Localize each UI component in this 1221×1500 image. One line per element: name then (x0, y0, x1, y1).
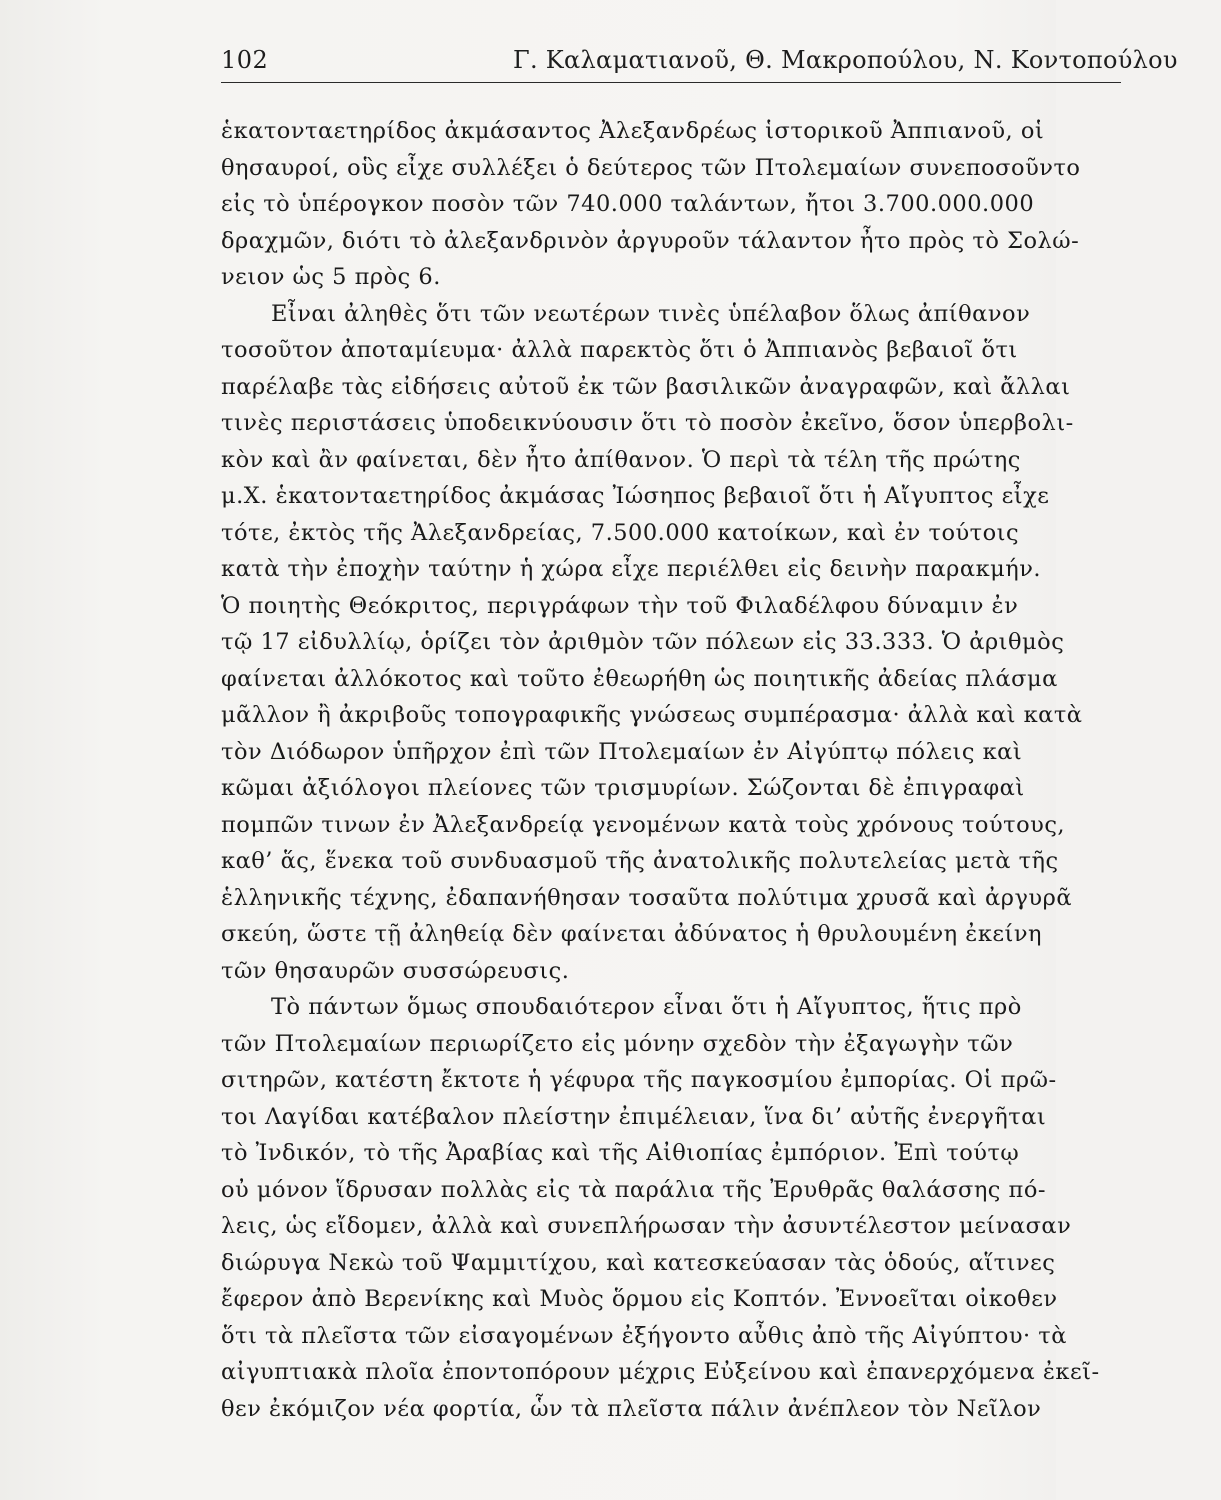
text-line: τινὲς περιστάσεις ὑποδεικνύουσιν ὅτι τὸ ποσὸν ἐκεῖνο, ὅσον ὑπερβολι- (221, 410, 1074, 436)
text-line: μ.Χ. ἑκατονταετηρίδος ἀκμάσας Ἰώσηπος βεβαιοῖ ὅτι ἡ Αἴγυπτος εἶχε (221, 483, 1050, 509)
paragraph-start-line: Τὸ πάντων ὅμως σπουδαιότερον εἶναι ὅτι ἡ Αἴγυπτος, ἥτις πρὸ (271, 994, 1022, 1020)
text-line: αἰγυπτιακὰ πλοῖα ἐποντοπόρουν μέχρις Εὐξείνου καὶ ἐπανερχόμενα ἐκεῖ- (221, 1359, 1100, 1385)
text-line: τὸν Διόδωρον ὑπῆρχον ἐπὶ τῶν Πτολεμαίων ἐν Αἰγύπτῳ πόλεις καὶ (221, 738, 1023, 765)
text-line: τῶν Πτολεμαίων περιωρίζετο εἰς μόνην σχεδὸν τὴν ἐξαγωγὴν τῶν (221, 1030, 1014, 1057)
text-line: δραχμῶν, διότι τὸ ἀλεξανδρινὸν ἀργυροῦν τάλαντον ἦτο πρὸς τὸ Σολώ- (221, 227, 1080, 254)
text-line: Ὁ ποιητὴς Θεόκριτος, περιγράφων τὴν τοῦ Φιλαδέλφου δύναμιν ἐν (221, 592, 1019, 619)
text-line: διώρυγα Νεκὼ τοῦ Ψαμμιτίχου, καὶ κατεσκεύασαν τὰς ὁδούς, αἵτινες (221, 1249, 1056, 1276)
running-head-authors: Γ. Καλαματιανοῦ, Θ. Μακροπούλου, Ν. Κοντοπούλου (513, 46, 1178, 74)
paragraph-start-line: Εἶναι ἀληθὲς ὅτι τῶν νεωτέρων τινὲς ὑπέλαβον ὅλως ἀπίθανον (271, 300, 1031, 327)
text-line: τῷ 17 εἰδυλλίῳ, ὁρίζει τὸν ἀριθμὸν τῶν πόλεων εἰς 33.333. Ὁ ἀριθμὸς (221, 629, 1065, 655)
text-line: καθ’ ἅς, ἕνεκα τοῦ συνδυασμοῦ τῆς ἀνατολικῆς πολυτελείας μετὰ τῆς (221, 848, 1059, 874)
text-line: μᾶλλον ἢ ἀκριβοῦς τοπογραφικῆς γνώσεως συμπέρασμα· ἀλλὰ καὶ κατὰ (221, 702, 1083, 728)
text-line: κὸν καὶ ἂν φαίνεται, δὲν ἦτο ἀπίθανον. Ὁ περὶ τὰ τέλη τῆς πρώτης (221, 446, 1021, 473)
text-line: ὅτι τὰ πλεῖστα τῶν εἰσαγομένων ἐξήγοντο αὖθις ἀπὸ τῆς Αἰγύπτου· τὰ (221, 1322, 1067, 1349)
text-line: σκεύη, ὥστε τῇ ἀληθείᾳ δὲν φαίνεται ἀδύνατος ἡ θρυλουμένη ἐκείνη (221, 921, 1043, 947)
text-line: φαίνεται ἀλλόκοτος καὶ τοῦτο ἐθεωρήθη ὡς ποιητικῆς ἀδείας πλάσμα (221, 665, 1058, 692)
body-text (221, 113, 1121, 1427)
text-line: οὐ μόνον ἵδρυσαν πολλὰς εἰς τὰ παράλια τῆς Ἐρυθρᾶς θαλάσσης πό- (221, 1176, 1046, 1203)
text-line: τότε, ἐκτὸς τῆς Ἀλεξανδρείας, 7.500.000 κατοίκων, καὶ ἐν τούτοις (221, 519, 1020, 546)
text-line: κατὰ τὴν ἐποχὴν ταύτην ἡ χώρα εἶχε περιέλθει εἰς δεινὴν παρακμήν. (221, 556, 1042, 582)
text-line: εἰς τὸ ὑπέρογκον ποσὸν τῶν 740.000 ταλάντων, ἤτοι 3.700.000.000 (221, 191, 1035, 217)
text-line: κῶμαι ἀξιόλογοι πλείονες τῶν τρισμυρίων. Σώζονται δὲ ἐπιγραφαὶ (221, 775, 1025, 801)
text-line: θεν ἐκόμιζον νέα φορτία, ὧν τὰ πλεῖστα πάλιν ἀνέπλεον τὸν Νεῖλον (221, 1395, 1042, 1422)
text-line: σιτηρῶν, κατέστη ἔκτοτε ἡ γέφυρα τῆς παγκοσμίου ἐμπορίας. Οἱ πρῶ- (221, 1067, 1057, 1093)
text-line: ἔφερον ἀπὸ Βερενίκης καὶ Μυὸς ὅρμου εἰς Κοπτόν. Ἐννοεῖται οἰκοθεν (221, 1286, 1058, 1312)
text-line: τοι Λαγίδαι κατέβαλον πλείστην ἐπιμέλειαν, ἵνα δι’ αὐτῆς ἐνεργῆται (221, 1103, 1047, 1130)
text-line: ἑλληνικῆς τέχνης, ἐδαπανήθησαν τοσαῦτα πολύτιμα χρυσᾶ καὶ ἀργυρᾶ (221, 884, 1073, 911)
text-line: πομπῶν τινων ἐν Ἀλεξανδρείᾳ γενομένων κατὰ τοὺς χρόνους τούτους, (221, 811, 1066, 838)
text-line: τὸ Ἰνδικόν, τὸ τῆς Ἀραβίας καὶ τῆς Αἰθιοπίας ἐμπόριον. Ἐπὶ τούτῳ (221, 1140, 1020, 1166)
text-line: τῶν θησαυρῶν συσσώρευσις. (221, 957, 570, 984)
text-line: τοσοῦτον ἀποταμίευμα· ἀλλὰ παρεκτὸς ὅτι ὁ Ἀππιανὸς βεβαιοῖ ὅτι (221, 337, 1018, 363)
page-number: 102 (221, 46, 269, 74)
text-line: ἑκατονταετηρίδος ἀκμάσαντος Ἀλεξανδρέως ἱστορικοῦ Ἀππιανοῦ, οἱ (221, 118, 1045, 144)
running-head (221, 40, 1221, 80)
text-line: νειον ὡς 5 πρὸς 6. (221, 264, 441, 290)
text-line: λεις, ὡς εἴδομεν, ἀλλὰ καὶ συνεπλήρωσαν τὴν ἀσυντέλεστον μείνασαν (221, 1213, 1072, 1239)
text-line: θησαυροί, οὓς εἶχε συλλέξει ὁ δεύτερος τῶν Πτολεμαίων συνεποσοῦντο (221, 154, 1081, 181)
text-line: παρέλαβε τὰς εἰδήσεις αὐτοῦ ἐκ τῶν βασιλικῶν ἀναγραφῶν, καὶ ἄλλαι (221, 373, 1071, 400)
header-rule (221, 82, 1121, 83)
